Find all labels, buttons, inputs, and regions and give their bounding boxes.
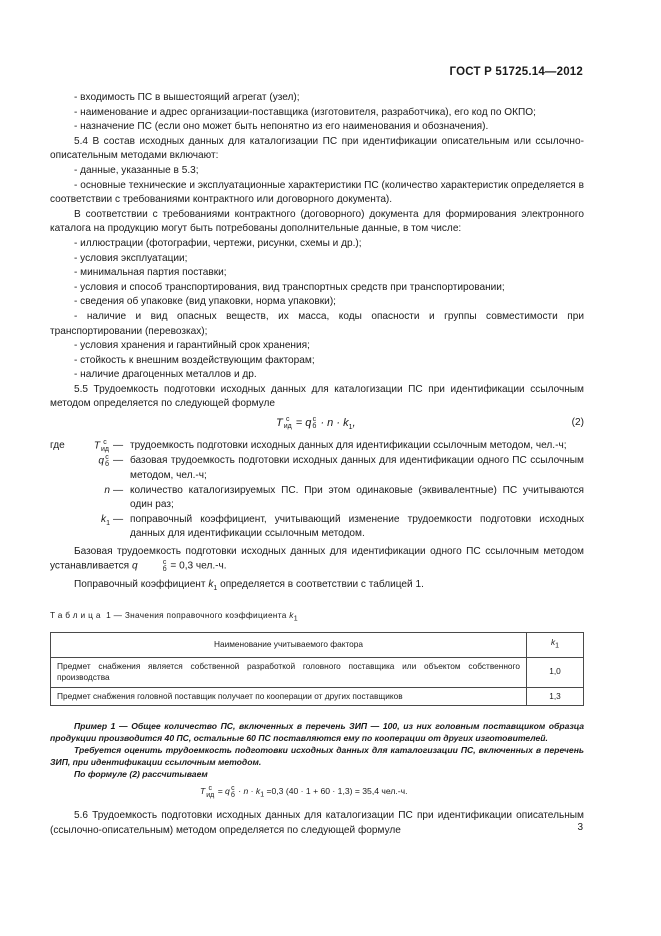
definition-text: поправочный коэффициент, учитывающий изменение трудоемкости подготовки исходных данных для идентификации ссылочным методом. bbox=[130, 513, 584, 540]
list-item: - наименование и адрес организации-поставщика (изготовителя, разработчика), его код по ОКПО; bbox=[50, 106, 584, 121]
definition-row bbox=[50, 513, 584, 542]
list-item: - основные технические и эксплуатационные характеристики ПС (количество характеристик определяется в соответствии с требованиями контрактного или договорного документа). bbox=[50, 179, 584, 208]
table-header-row bbox=[51, 632, 584, 657]
definition-symbol: n bbox=[104, 484, 110, 496]
table-row bbox=[51, 687, 584, 706]
clause-5-5: 5.5 Трудоемкость подготовки исходных данных для каталогизации ПС при идентификации ссылочным методом определяется по следующей формуле bbox=[50, 383, 584, 410]
table-caption: Таблица 1 — Значения поправочного коэффициента $k_1$ bbox=[50, 610, 298, 624]
definition-text: базовая трудоемкость подготовки исходных данных для идентификации одного ПС ссылочным методом, чел.-ч; bbox=[130, 455, 584, 481]
list-item: - условия хранения и гарантийный срок хранения; bbox=[50, 339, 584, 354]
definition-symbol: $k_1$ bbox=[101, 513, 110, 527]
column-header-k1: $k_1$ bbox=[527, 632, 584, 657]
symbol-definitions bbox=[50, 439, 584, 542]
list-item: - условия и способ транспортирования, вид транспортных средств при транспортировании; bbox=[50, 281, 584, 296]
formula-number: (2) bbox=[571, 417, 584, 429]
list-item: - сведения об упаковке (вид упаковки, норма упаковки); bbox=[50, 295, 584, 310]
coefficient-table bbox=[50, 632, 584, 707]
example-calc-intro: По формуле (2) рассчитываем bbox=[74, 769, 208, 780]
example-calculation: T c ид = q c б · $n \cdot k_1 =0,3$ (40 · 1 + 60 · 1,3) = 35,4 чел.-ч. bbox=[200, 784, 408, 799]
definition-row bbox=[50, 454, 584, 483]
list-item: - наличие и вид опасных веществ, их масса, коды опасности и группы совместимости при транспортировании (перевозках); bbox=[50, 310, 584, 339]
list-item: - назначение ПС (если оно может быть непонятно из его наименования и обозначения). bbox=[50, 120, 584, 135]
list-item: - минимальная партия поставки; bbox=[50, 266, 584, 281]
table-cell-k: 1,3 bbox=[527, 687, 584, 706]
definition-text: количество каталогизируемых ПС. При этом одинаковые (эквивалентные) ПС учитываются один раз; bbox=[130, 484, 584, 511]
example-requirement: Требуется оценить трудоемкость подготовки исходных данных для каталогизации ПС, включенных в перечень ЗИП, при идентификации ссылочным методом. bbox=[50, 745, 584, 768]
paragraph-base-labour: Базовая трудоемкость подготовки исходных данных для идентификации одного ПС ссылочным методом устанавливается q c б = 0,3 чел.-ч. bbox=[50, 545, 584, 574]
definition-row bbox=[50, 484, 584, 513]
list-item: - иллюстрации (фотографии, чертежи, рисунки, схемы и др.); bbox=[50, 237, 584, 252]
page-number: 3 bbox=[577, 822, 583, 833]
definition-dash: — bbox=[112, 455, 124, 467]
definition-dash: — bbox=[112, 513, 124, 525]
table-cell-factor: Предмет снабжения головной поставщик получает по кооперации от других поставщиков bbox=[51, 687, 527, 706]
paragraph-contract: В соответствии с требованиями контрактного (договорного) документа для формирования электронного каталога на продукцию могут быть потребованы дополнительные данные, в том числе: bbox=[50, 208, 584, 235]
formula-expression: T c ид = q c б · $n \cdot k_1$, bbox=[276, 416, 356, 432]
clause-5-4: 5.4 В состав исходных данных для каталогизации ПС при идентификации описательным или ссылочно-описательным методами включают: bbox=[50, 135, 584, 162]
definition-dash: — bbox=[112, 484, 124, 496]
list-item: - данные, указанные в 5.3; bbox=[50, 164, 584, 179]
formula-2 bbox=[50, 415, 584, 437]
clause-5-6: 5.6 Трудоемкость подготовки исходных данных для каталогизации ПС при идентификации описательным (ссылочно-описательным) методом определяется по следующей формуле bbox=[50, 810, 584, 837]
definition-symbol: где T c ид bbox=[50, 439, 109, 454]
definition-row bbox=[50, 439, 584, 454]
list-item: - входимость ПС в вышестоящий агрегат (узел); bbox=[50, 91, 584, 106]
table-row bbox=[51, 657, 584, 687]
paragraph-k1: Поправочный коэффициент $k_1$ определяется в соответствии с таблицей 1. bbox=[74, 578, 424, 592]
table-cell-k: 1,0 bbox=[527, 657, 584, 687]
list-item: - условия эксплуатации; bbox=[50, 252, 584, 267]
definition-symbol: q c б bbox=[98, 454, 109, 469]
document-body bbox=[50, 91, 584, 839]
example-1-text: Пример 1 — Общее количество ПС, включенных в перечень ЗИП — 100, из них головным поставщиком образца продукции производится 40 ПС, остальные 60 ПС поставляются ему по кооперации от других изготовителей. bbox=[50, 721, 584, 744]
definition-dash: — bbox=[112, 440, 124, 452]
column-header-factor: Наименование учитываемого фактора bbox=[51, 632, 527, 657]
document-code-header: ГОСТ Р 51725.14—2012 bbox=[449, 66, 583, 78]
list-item: - стойкость к внешним воздействующим факторам; bbox=[50, 354, 584, 369]
table-cell-factor: Предмет снабжения является собственной разработкой головного поставщика или объектом собственного производства bbox=[51, 657, 527, 687]
list-item: - наличие драгоценных металлов и др. bbox=[50, 368, 584, 383]
definition-text: трудоемкость подготовки исходных данных для идентификации ссылочным методом, чел.-ч; bbox=[130, 440, 567, 452]
